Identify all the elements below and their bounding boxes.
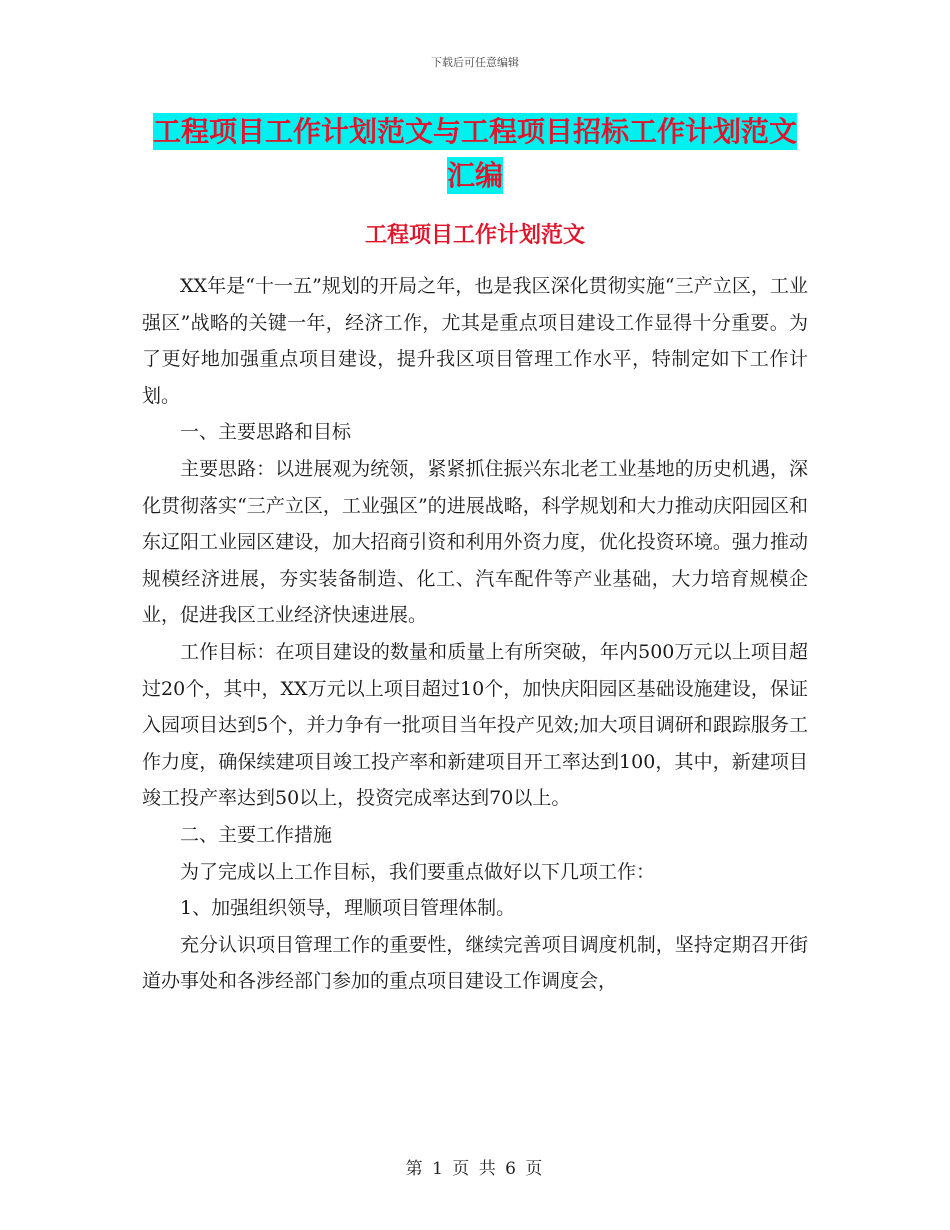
paragraph-measures-intro: 为了完成以上工作目标，我们要重点做好以下几项工作： (180, 860, 656, 883)
paragraph-intro: XX年是“十一五”规划的开局之年，也是我区深化贯彻实施“三产立区，工业强区”战略的关键一年，经济工作，尤其是重点项目建设工作显得十分重要。为了更好地加强重点项目建设，提升我区项目管理工作水平，特制定如下工作计划。 (142, 275, 808, 407)
header-note: 下载后可任意编辑 (431, 56, 519, 69)
heading-measure-1: 1、加强组织领导，理顺项目管理体制。 (180, 897, 516, 920)
paragraph-main-ideas: 主要思路：以进展观为统领，紧紧抓住振兴东北老工业基地的历史机遇，深化贯彻落实“三产立区，工业强区”的进展战略，科学规划和大力推动庆阳园区和东辽阳工业园区建设，加大招商引资和利用外资力度，优化投资环境。强力推动规模经济进展，夯实装备制造、化工、汽车配件等产业基础，大力培育规模企业，促进我区工业经济快速进展。 (142, 457, 808, 627)
paragraph-work-goals: 工作目标：在项目建设的数量和质量上有所突破，年内500万元以上项目超过20个，其中，XX万元以上项目超过10个，加快庆阳园区基础设施建设，保证入园项目达到5个，并力争有一批项目当年投产见效;加大项目调研和跟踪服务工作力度，确保续建项目竣工投产率和新建项目开工率达到100，其中，新建项目竣工投产率达到50以上，投资完成率达到70以上。 (142, 640, 808, 810)
paragraph-measure-1: 充分认识项目管理工作的重要性，继续完善项目调度机制，坚持定期召开街道办事处和各涉经部门参加的重点项目建设工作调度会， (142, 933, 808, 993)
body-text (142, 268, 808, 1000)
document-title (140, 110, 810, 198)
heading-ideas-and-goals: 一、主要思路和目标 (180, 421, 352, 444)
section-title: 工程项目工作计划范文 (364, 223, 585, 248)
heading-work-measures: 二、主要工作措施 (180, 823, 333, 846)
document-title-text: 工程项目工作计划范文与工程项目招标工作计划范文汇编 (152, 115, 797, 192)
page-footer: 第 1 页 共 6 页 (405, 1159, 545, 1179)
